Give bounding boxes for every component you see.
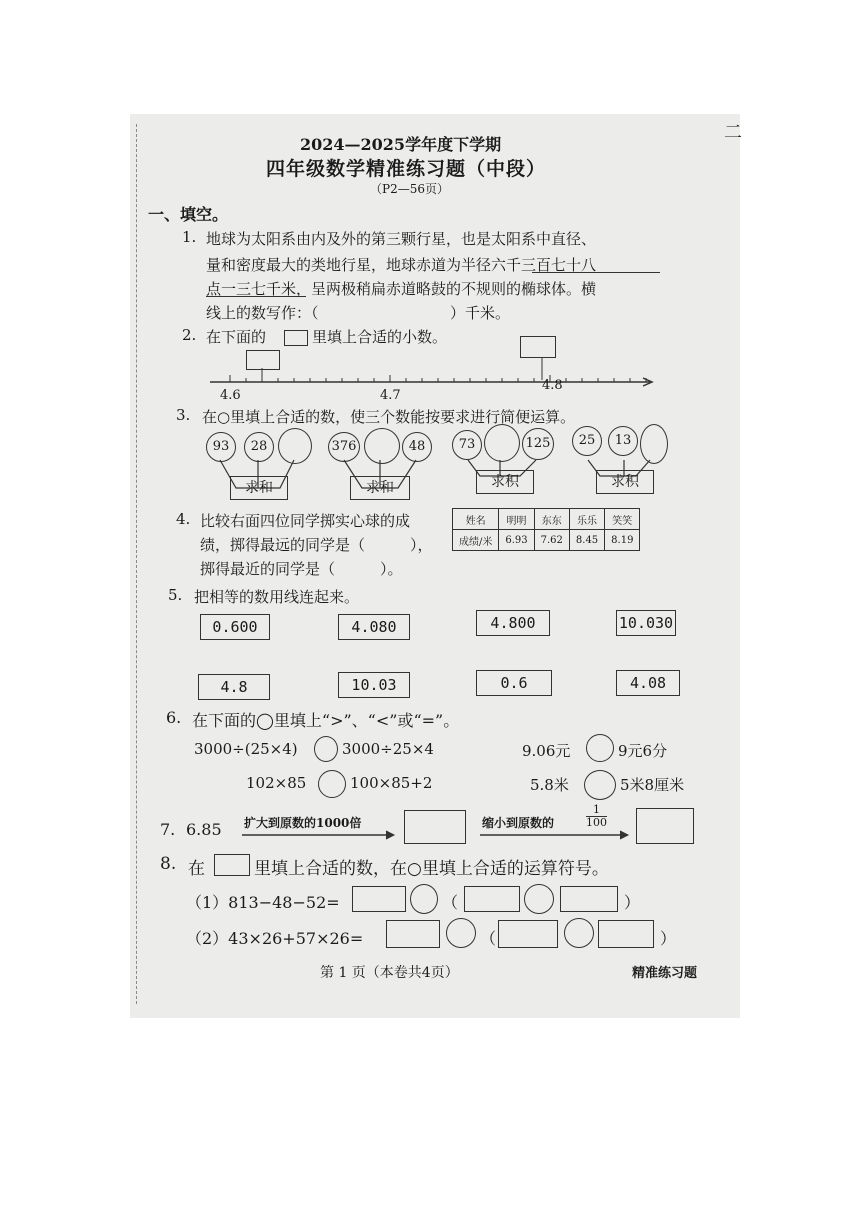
tick-label-4-6: 4.6	[220, 388, 241, 403]
table-cell: 乐乐	[569, 509, 604, 530]
q4-number: 4.	[176, 510, 191, 528]
q5-top-box[interactable]: 10.030	[616, 610, 676, 636]
q2-answer-box-1[interactable]	[246, 350, 280, 370]
answer-box[interactable]	[560, 886, 618, 912]
q7-arrow1-label: 扩大到原数的1000倍	[244, 816, 362, 830]
answer-box[interactable]	[464, 886, 520, 912]
q3-circle: 73	[452, 430, 482, 460]
operator-circle[interactable]	[564, 918, 594, 948]
q1-underline-a	[532, 272, 660, 273]
q2-text-b: 里填上合适的小数。	[312, 328, 448, 346]
right-paren: ）	[660, 929, 677, 948]
q8-text-a: 在	[188, 859, 205, 879]
right-paren: ）	[624, 893, 641, 912]
q1-line4-start: 线上的数写作：（	[206, 304, 319, 322]
q2-inline-box	[284, 330, 308, 346]
q3-circle: 93	[206, 432, 236, 462]
table-row	[453, 530, 640, 551]
left-paren: （	[442, 893, 459, 912]
footer-brand: 精准练习题	[632, 966, 698, 981]
page-footer: 第 1 页（本卷共4页）	[320, 965, 459, 981]
table-cell: 成绩/米	[453, 530, 499, 551]
q3-answer-circle[interactable]	[640, 424, 668, 464]
q6-r2-right-b: 5米8厘米	[620, 776, 685, 794]
compare-circle[interactable]	[318, 770, 346, 798]
q3-number: 3.	[176, 406, 191, 424]
q5-bottom-box[interactable]: 4.08	[616, 670, 680, 696]
q3-op-box: 求和	[230, 476, 288, 500]
q6-r1-right-b: 9元6分	[618, 742, 668, 760]
q3-circle: 13	[608, 426, 638, 456]
answer-box[interactable]	[498, 920, 558, 948]
q3-circle: 48	[402, 432, 432, 462]
answer-box[interactable]	[386, 920, 440, 948]
answer-box[interactable]	[352, 886, 406, 912]
page-title: 四年级数学精准练习题（中段）	[266, 158, 547, 180]
q4-line1: 比较右面四位同学掷实心球的成	[200, 512, 411, 530]
q8-number: 8.	[160, 854, 177, 874]
q6-r1-right-a: 9.06元	[522, 742, 571, 760]
q5-bottom-box[interactable]: 4.8	[198, 674, 270, 700]
score-table	[452, 508, 640, 551]
q6-r2-right-a: 5.8米	[530, 776, 569, 794]
q1-underline-b	[206, 296, 306, 297]
table-row	[453, 509, 640, 530]
fraction-denominator: 100	[586, 816, 607, 829]
q3-answer-circle[interactable]	[484, 424, 520, 462]
worksheet-photo	[130, 114, 740, 1018]
q8-p1: （1）813−48−52=	[186, 893, 340, 912]
q4-line3: 掷得最近的同学是（ ）。	[200, 560, 403, 578]
q6-r2-left-b: 100×85+2	[350, 774, 433, 792]
q1-line3: 点一三七千米，呈两极稍扁赤道略鼓的不规则的椭球体。横	[206, 280, 597, 298]
corner-mark: 二	[724, 122, 742, 143]
tick-label-4-8: 4.8	[542, 378, 563, 393]
q2-text-a: 在下面的	[206, 328, 267, 346]
q3-answer-circle[interactable]	[278, 428, 312, 464]
q6-number: 6.	[166, 708, 182, 727]
q7-number: 7.	[160, 820, 176, 839]
page-range: （P2—56页）	[370, 182, 449, 196]
table-cell: 8.45	[569, 530, 604, 551]
q2-number: 2.	[182, 326, 197, 344]
operator-circle[interactable]	[410, 884, 438, 914]
answer-box[interactable]	[598, 920, 654, 948]
fraction-numerator: 1	[593, 803, 600, 816]
number-line	[200, 368, 660, 392]
q7-fraction	[586, 804, 607, 829]
q6-r1-left-b: 3000÷25×4	[342, 740, 434, 758]
q8-inline-box	[214, 854, 250, 876]
q3-circle: 125	[522, 428, 554, 460]
q5-top-box[interactable]: 0.600	[200, 614, 270, 640]
q7-answer-box-2[interactable]	[636, 808, 694, 844]
table-cell: 明明	[499, 509, 534, 530]
table-cell: 8.19	[605, 530, 640, 551]
q3-op-box: 求和	[350, 476, 410, 500]
q1-number: 1.	[182, 228, 197, 246]
tick-label-4-7: 4.7	[380, 388, 401, 403]
operator-circle[interactable]	[524, 884, 554, 914]
q5-bottom-box[interactable]: 10.03	[338, 672, 410, 698]
compare-circle[interactable]	[586, 734, 614, 762]
q2-answer-box-2[interactable]	[520, 336, 556, 358]
q1-line2: 量和密度最大的类地行星，地球赤道为半径六千三百七十八	[206, 256, 597, 274]
compare-circle[interactable]	[314, 736, 338, 762]
q3-answer-circle[interactable]	[364, 428, 400, 464]
table-cell: 姓名	[453, 509, 499, 530]
left-paren: （	[480, 929, 497, 948]
q1-line1: 地球为太阳系由内及外的第三颗行星，也是太阳系中直径、	[206, 230, 597, 248]
table-cell: 东东	[534, 509, 569, 530]
q4-line2: 绩，掷得最远的同学是（ ），	[200, 536, 433, 554]
table-cell: 笑笑	[605, 509, 640, 530]
q5-text: 把相等的数用线连起来。	[194, 588, 360, 606]
q8-text-b: 里填上合适的数，在○里填上合适的运算符号。	[254, 859, 609, 879]
q7-arrow2	[480, 830, 636, 840]
q8-p2: （2）43×26+57×26=	[186, 929, 364, 948]
q5-top-box[interactable]: 4.800	[476, 610, 550, 636]
q7-arrow1	[242, 830, 402, 840]
q7-arrow2-label: 缩小到原数的	[482, 816, 555, 830]
section-heading: 一、填空。	[148, 205, 229, 224]
operator-circle[interactable]	[446, 918, 476, 948]
q5-bottom-box[interactable]: 0.6	[476, 670, 552, 696]
q5-top-box[interactable]: 4.080	[338, 614, 410, 640]
q7-start: 6.85	[186, 820, 222, 839]
q6-r1-left-a: 3000÷(25×4)	[194, 740, 298, 758]
q6-text: 在下面的◯里填上“>”、“<”或“=”。	[192, 711, 460, 730]
q3-circle: 376	[328, 432, 360, 462]
q6-r2-left-a: 102×85	[246, 774, 307, 792]
q1-line4-end: ）千米。	[450, 304, 511, 322]
school-year: 2024—2025学年度下学期	[300, 135, 502, 154]
q3-circle: 28	[244, 432, 274, 462]
q3-op-box: 求积	[476, 470, 534, 494]
binding-margin-line	[136, 124, 137, 1004]
compare-circle[interactable]	[584, 770, 616, 800]
table-cell: 6.93	[499, 530, 534, 551]
q3-circle: 25	[572, 426, 602, 456]
table-cell: 7.62	[534, 530, 569, 551]
q5-number: 5.	[168, 586, 183, 604]
q7-answer-box-1[interactable]	[404, 810, 466, 844]
q3-op-box: 求积	[596, 470, 654, 494]
q3-text: 在○里填上合适的数，使三个数能按要求进行简便运算。	[202, 408, 576, 426]
